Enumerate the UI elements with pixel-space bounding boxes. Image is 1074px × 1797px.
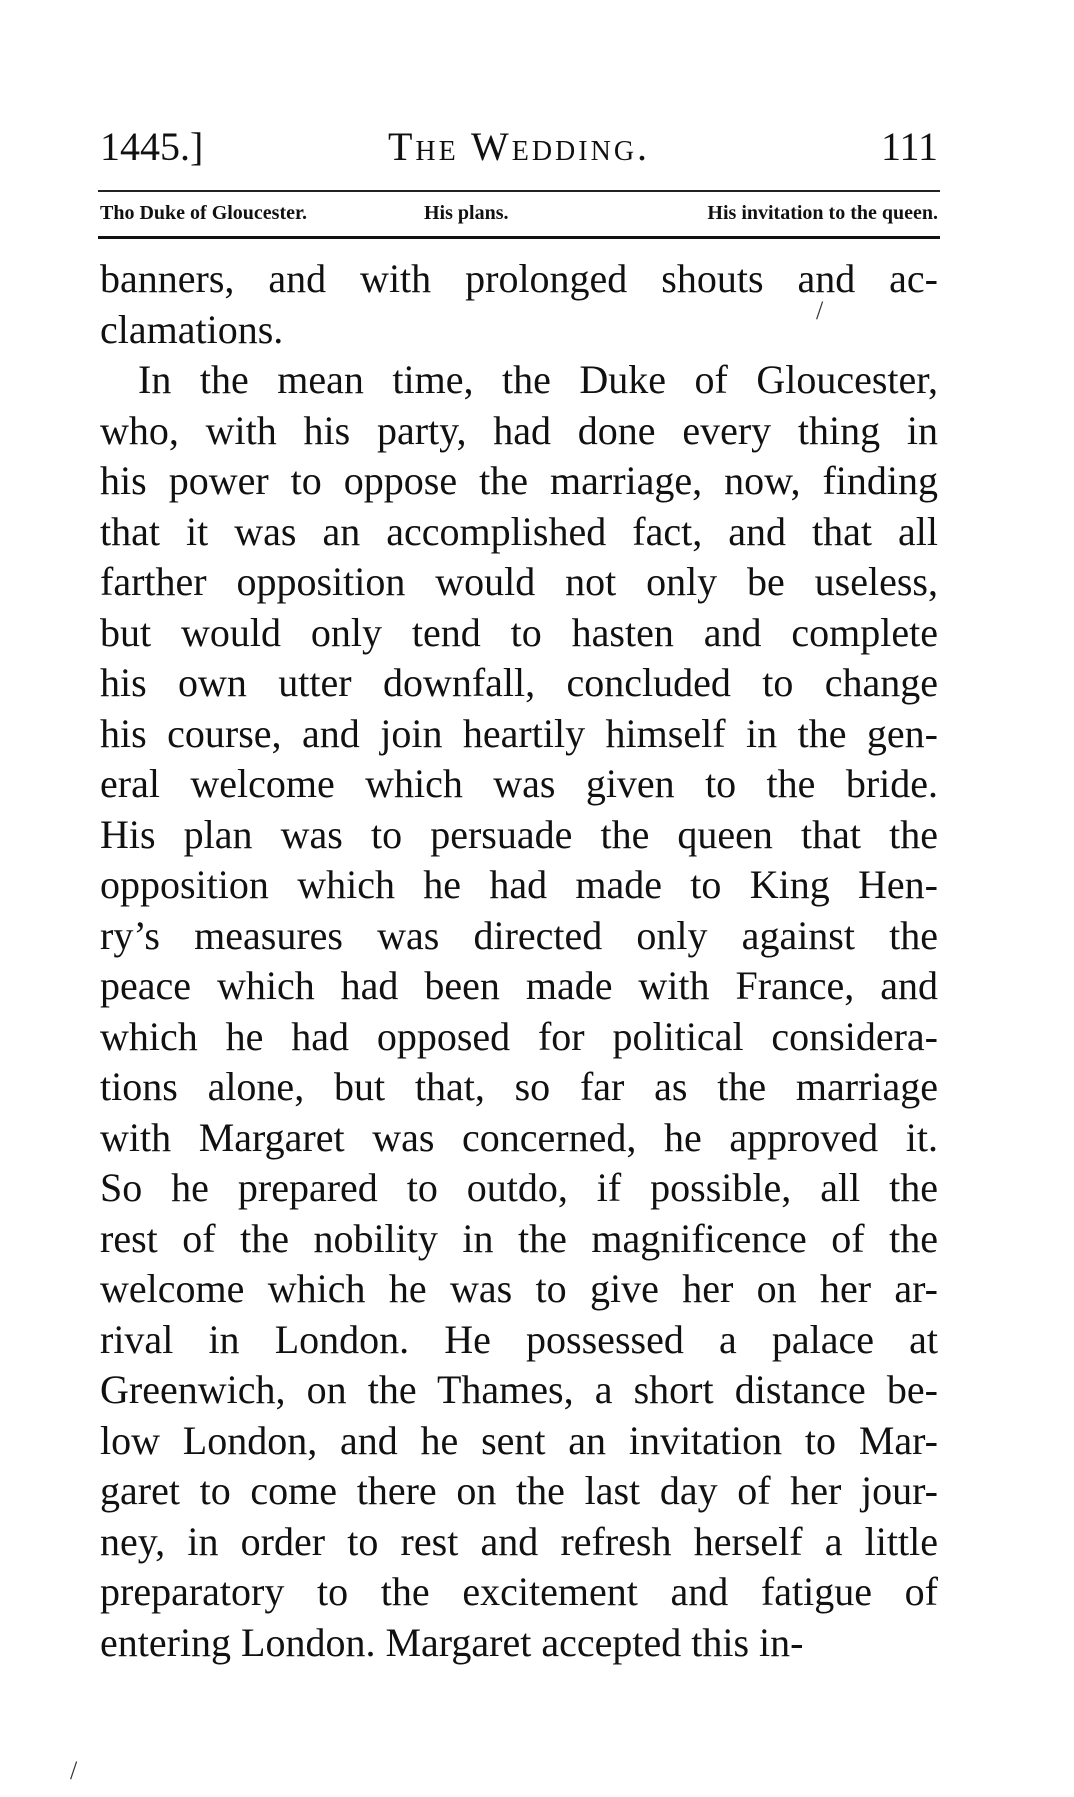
text-line: peace which had been made with France, and — [100, 963, 938, 1008]
text-line: rival in London. He possessed a palace at — [100, 1316, 938, 1362]
text-line: tions alone, but that, so far as the marriage — [100, 1064, 938, 1109]
text-line: rest of the nobility in the magnificence of the — [100, 1215, 938, 1261]
text-line: but would only tend to hasten and complete — [100, 609, 938, 655]
topic-summary — [100, 198, 938, 228]
text-line: His plan was to persuade the queen that the — [100, 811, 938, 857]
print-speck-mark: / — [70, 1756, 78, 1785]
topic-item: His invitation to the queen. — [707, 202, 938, 224]
text-line: So he prepared to outdo, if possible, all the — [100, 1165, 938, 1210]
text-line: banners, and with prolonged shouts and ac- — [100, 256, 938, 301]
text-line: with Margaret was concerned, he approved it. — [100, 1114, 938, 1160]
chapter-title: The Wedding. — [387, 124, 651, 169]
print-speck-mark: / — [816, 296, 824, 325]
text-line: clamations. — [100, 306, 284, 352]
topic-item: His plans. — [424, 202, 509, 224]
text-line: his own utter downfall, concluded to change — [100, 660, 938, 705]
text-line: that it was an accomplished fact, and that all — [100, 508, 938, 554]
topic-item: Tho Duke of Gloucester. — [100, 202, 308, 224]
text-line: garet to come there on the last day of her jour- — [100, 1468, 938, 1513]
header-rule-top — [98, 190, 940, 192]
text-line: ry’s measures was directed only against the — [100, 912, 938, 958]
running-head — [100, 122, 938, 172]
text-line: ney, in order to rest and refresh herself a little — [100, 1518, 938, 1564]
text-line: which he had opposed for political considera- — [100, 1013, 938, 1059]
text-line: Greenwich, on the Thames, a short distance be- — [100, 1367, 938, 1412]
text-line: opposition which he had made to King Hen- — [100, 862, 938, 907]
header-rule-bottom — [98, 236, 940, 239]
text-line: welcome which he was to give her on her ar- — [100, 1266, 938, 1311]
header-year: 1445.] — [100, 124, 204, 169]
text-line: In the mean time, the Duke of Gloucester, — [138, 357, 938, 402]
page-number: 111 — [880, 124, 938, 169]
body-text — [100, 254, 938, 1668]
text-line: his power to oppose the marriage, now, finding — [100, 458, 938, 503]
text-line: his course, and join heartily himself in the gen- — [100, 710, 938, 756]
text-line: entering London. Margaret accepted this in- — [100, 1619, 804, 1665]
text-line: who, with his party, had done every thing in — [100, 407, 938, 453]
text-line: preparatory to the excitement and fatigue of — [100, 1569, 938, 1614]
text-line: eral welcome which was given to the bride. — [100, 761, 938, 806]
text-line: farther opposition would not only be useless, — [100, 559, 938, 604]
text-line: low London, and he sent an invitation to Mar- — [100, 1417, 938, 1463]
